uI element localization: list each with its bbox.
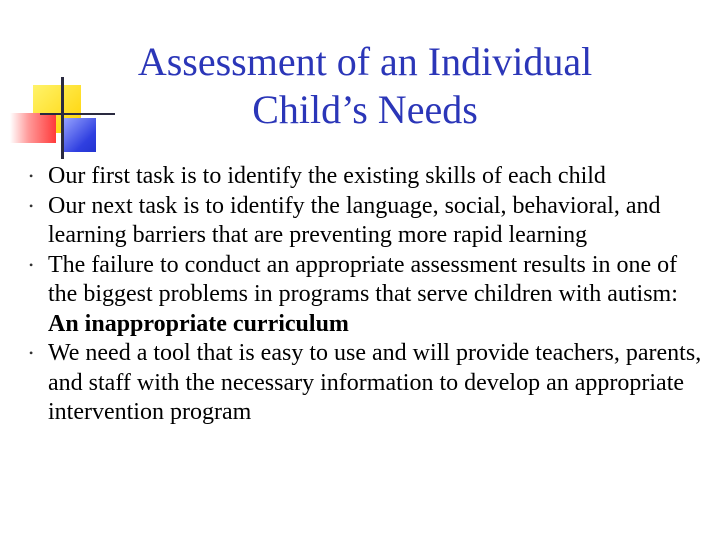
- bullet-dot-icon: •: [29, 346, 34, 360]
- bullet-text: Our first task is to identify the existing skills of each child: [48, 163, 606, 189]
- bullet-item: [21, 339, 706, 428]
- bullet-item: [21, 251, 706, 340]
- bullet-text: We need a tool that is easy to use and will provide teachers, parents, and staff with the necessary information to develop an appropriate intervention program: [48, 340, 702, 425]
- decorative-red-bar: [10, 113, 56, 143]
- bullet-emphasis: An inappropriate curriculum: [48, 310, 349, 337]
- bullet-text: Our next task is to identify the language, social, behavioral, and learning barriers that are preventing more rapid learning: [48, 192, 661, 248]
- bullet-dot-icon: •: [29, 169, 34, 183]
- bullet-dot-icon: •: [29, 257, 34, 272]
- title-line-1: Assessment of an Individual: [137, 39, 593, 84]
- bullet-item: [21, 162, 706, 192]
- bullet-text: The failure to conduct an appropriate assessment results in one of the biggest problems in programs that serve children with autism:: [48, 251, 678, 307]
- bullet-dot-icon: •: [29, 198, 34, 213]
- decorative-vertical-line: [61, 77, 64, 159]
- bullet-item: [21, 192, 706, 251]
- slide-title: [90, 38, 640, 134]
- title-line-2: Child’s Needs: [252, 87, 478, 132]
- bullet-list: [21, 162, 706, 428]
